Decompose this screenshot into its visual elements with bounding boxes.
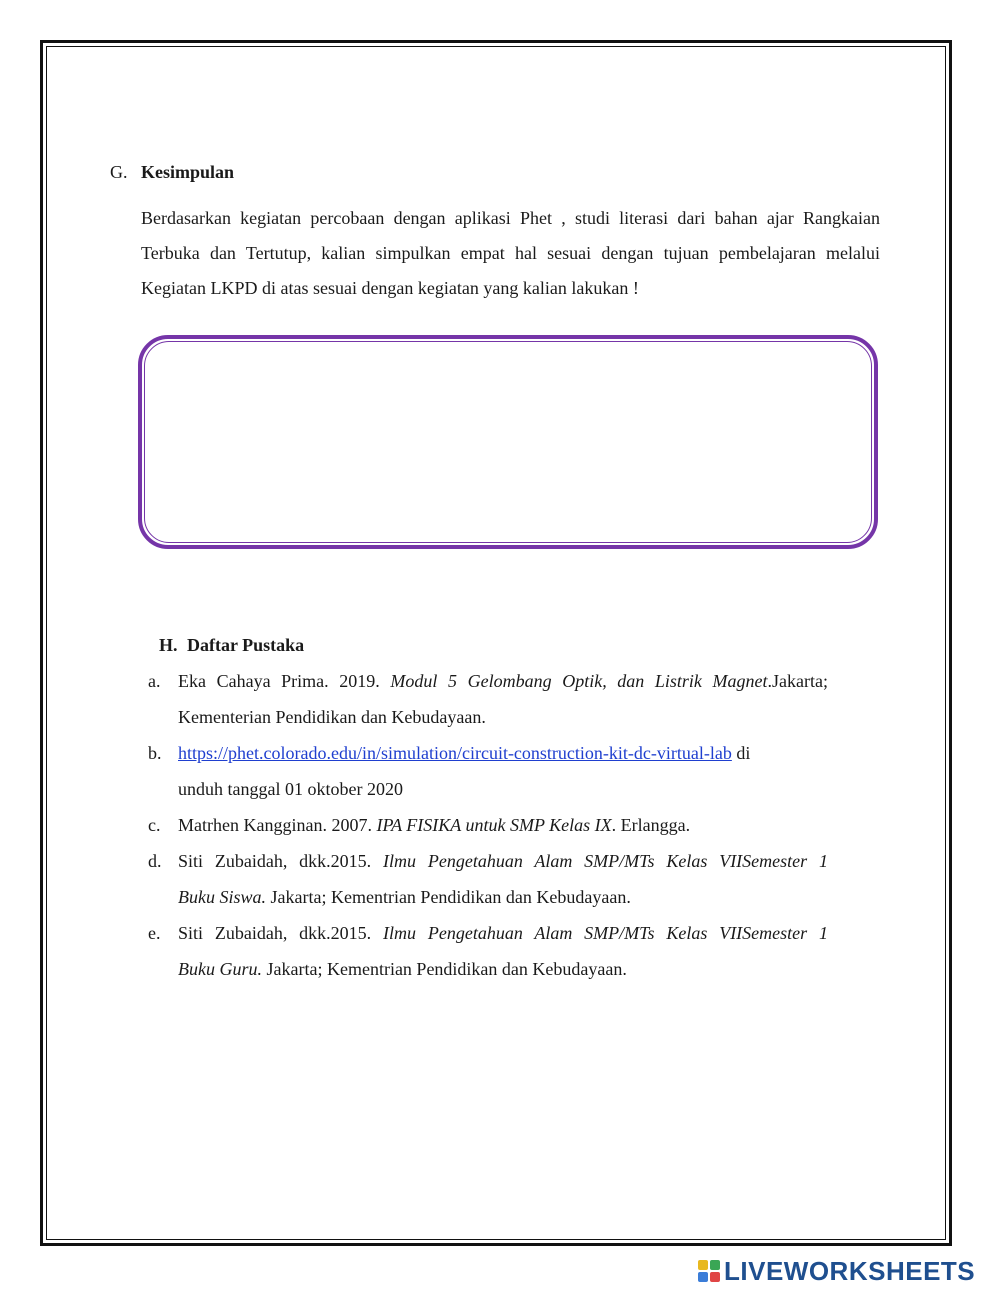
section-g-title: Kesimpulan	[141, 162, 235, 182]
phet-simulation-link[interactable]: https://phet.colorado.edu/in/simulation/circuit-construction-kit-dc-virtual-lab	[178, 743, 732, 763]
section-h-title: Daftar Pustaka	[187, 635, 305, 655]
reference-line	[178, 807, 828, 843]
reference-line	[178, 663, 828, 699]
reference-title: Buku Siswa.	[178, 887, 266, 907]
logo-tile	[710, 1272, 720, 1282]
reference-line: unduh tanggal 01 oktober 2020	[178, 779, 403, 799]
reference-text: Jakarta; Kementrian Pendidikan dan Kebudayaan.	[266, 887, 631, 907]
reference-title: Buku Guru.	[178, 959, 262, 979]
reference-list	[148, 663, 828, 987]
reference-title: Ilmu Pengetahuan Alam SMP/MTs Kelas VIISemester 1	[383, 923, 828, 943]
reference-item	[148, 915, 828, 987]
reference-text: Matrhen Kangginan. 2007.	[178, 815, 377, 835]
reference-text: .Jakarta;	[767, 671, 828, 691]
reference-text: Siti Zubaidah, dkk.2015.	[178, 851, 384, 871]
reference-item	[148, 843, 828, 915]
logo-tile	[698, 1260, 708, 1270]
reference-line: Kementerian Pendidikan dan Kebudayaan.	[178, 707, 486, 727]
reference-line	[178, 915, 828, 951]
reference-item	[148, 735, 828, 807]
reference-text: Siti Zubaidah, dkk.2015.	[178, 923, 384, 943]
reference-marker: e.	[148, 923, 161, 943]
reference-marker: b.	[148, 743, 162, 763]
instruction-line: Kegiatan LKPD di atas sesuai dengan kegiatan yang kalian lakukan !	[141, 278, 639, 298]
reference-line	[178, 735, 828, 771]
conclusion-instructions	[141, 201, 880, 306]
reference-text: Jakarta; Kementrian Pendidikan dan Kebudayaan.	[262, 959, 627, 979]
reference-text: Eka Cahaya Prima. 2019.	[178, 671, 391, 691]
instruction-line: Terbuka dan Tertutup, kalian simpulkan empat hal sesuai dengan tujuan pembelajaran melalui	[141, 243, 880, 263]
reference-text: di	[731, 743, 751, 763]
reference-title: Ilmu Pengetahuan Alam SMP/MTs Kelas VIISemester 1	[383, 851, 828, 871]
logo-tile	[710, 1260, 720, 1270]
logo-tile	[698, 1272, 708, 1282]
liveworksheets-logo-icon	[698, 1260, 720, 1282]
section-h-heading	[159, 635, 304, 656]
instruction-line: Berdasarkan kegiatan percobaan dengan aplikasi Phet , studi literasi dari bahan ajar Rangkaian	[141, 208, 880, 228]
liveworksheets-logo	[698, 1256, 975, 1286]
reference-title: Modul 5 Gelombang Optik, dan Listrik Magnet	[390, 671, 768, 691]
reference-line	[178, 951, 828, 987]
section-g-heading	[110, 162, 234, 183]
conclusion-answer-box-inner-border	[144, 341, 872, 543]
reference-line	[178, 843, 828, 879]
section-h-letter: H.	[159, 635, 178, 655]
liveworksheets-logo-text: LIVEWORKSHEETS	[724, 1255, 976, 1286]
reference-line	[178, 879, 828, 915]
reference-item	[148, 807, 828, 843]
reference-marker: a.	[148, 671, 161, 691]
reference-title: IPA FISIKA untuk SMP Kelas IX	[376, 815, 612, 835]
section-g-letter: G.	[110, 162, 128, 182]
reference-text: . Erlangga.	[611, 815, 691, 835]
reference-marker: d.	[148, 851, 162, 871]
reference-marker: c.	[148, 815, 161, 835]
reference-item	[148, 663, 828, 735]
